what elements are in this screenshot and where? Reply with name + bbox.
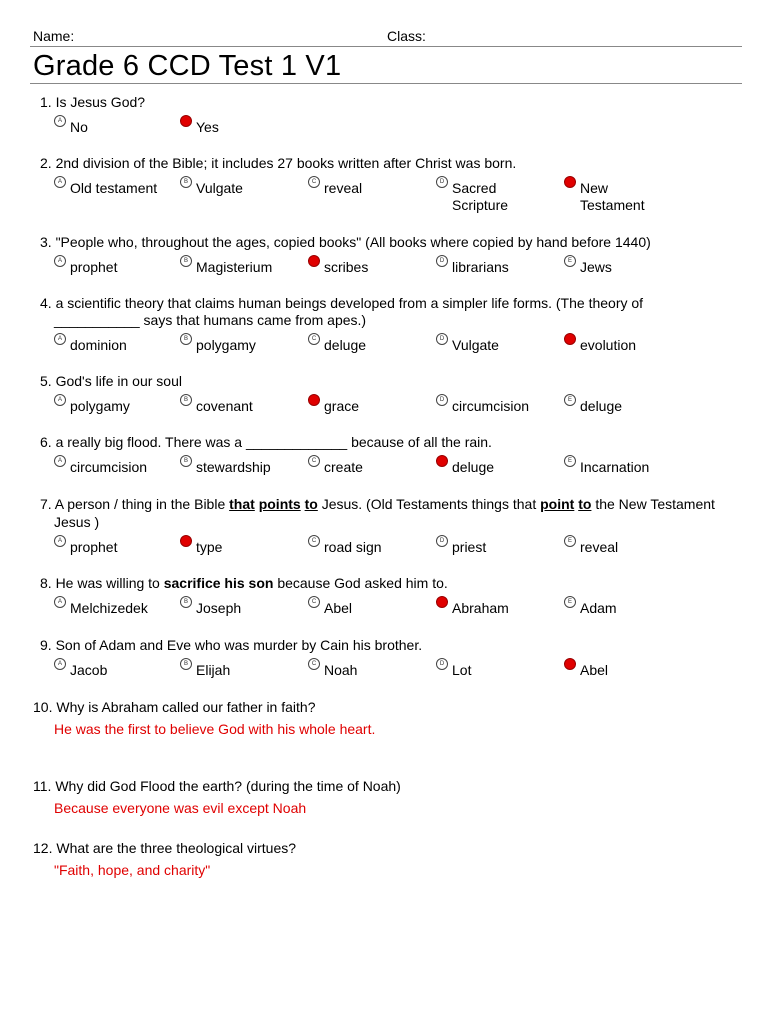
option-label: Melchizedek: [70, 600, 148, 616]
option-label: polygamy: [70, 398, 130, 414]
option-label: Sacred Scripture: [452, 180, 509, 213]
option-label: librarians: [452, 259, 509, 275]
option-label: Jews: [580, 259, 612, 275]
option-label: Lot: [452, 662, 472, 678]
option-label: scribes: [324, 259, 369, 275]
empty-bubble-icon[interactable]: E: [564, 596, 576, 608]
empty-bubble-icon[interactable]: C: [308, 535, 320, 547]
question-text: 9. Son of Adam and Eve who was murder by Cain his brother.: [40, 637, 423, 653]
option-label: Vulgate: [196, 180, 243, 196]
empty-bubble-icon[interactable]: B: [180, 596, 192, 608]
option-label: create: [324, 459, 363, 475]
option-label: deluge: [580, 398, 623, 414]
option-label: stewardship: [196, 459, 271, 475]
empty-bubble-icon[interactable]: D: [436, 333, 448, 345]
empty-bubble-icon[interactable]: B: [180, 176, 192, 188]
option-label: No: [70, 119, 88, 135]
option-label: circumcision: [70, 459, 148, 475]
empty-bubble-icon[interactable]: B: [180, 394, 192, 406]
option-label: New Testament: [580, 180, 645, 213]
filled-bubble-icon[interactable]: C: [308, 255, 320, 267]
page-title: Grade 6 CCD Test 1 V1: [33, 50, 342, 82]
option-label: Abel: [324, 600, 353, 616]
option-label: type: [196, 539, 223, 555]
empty-bubble-icon[interactable]: D: [436, 535, 448, 547]
question-text-continued: Jesus ): [54, 514, 100, 530]
option-label: deluge: [324, 337, 367, 353]
title-divider: [30, 83, 742, 84]
option-label: grace: [324, 398, 360, 414]
empty-bubble-icon[interactable]: B: [180, 658, 192, 670]
empty-bubble-icon[interactable]: B: [180, 455, 192, 467]
empty-bubble-icon[interactable]: E: [564, 394, 576, 406]
question-text: 4. a scientific theory that claims human beings developed from a simpler life forms. (The theory of: [40, 295, 644, 311]
question-text: 1. Is Jesus God?: [40, 94, 146, 110]
option-label: Abel: [580, 662, 609, 678]
written-answer: He was the first to believe God with his whole heart.: [54, 721, 376, 737]
filled-bubble-icon[interactable]: E: [564, 333, 576, 345]
empty-bubble-icon[interactable]: B: [180, 333, 192, 345]
option-label: priest: [452, 539, 487, 555]
option-label: Magisterium: [196, 259, 273, 275]
question-text: 6. a really big flood. There was a _____________ because of all the rain.: [40, 434, 492, 450]
option-label: Joseph: [196, 600, 242, 616]
filled-bubble-icon[interactable]: E: [564, 176, 576, 188]
option-label: Incarnation: [580, 459, 650, 475]
filled-bubble-icon[interactable]: C: [308, 394, 320, 406]
option-label: prophet: [70, 259, 118, 275]
empty-bubble-icon[interactable]: A: [54, 255, 66, 267]
option-label: Jacob: [70, 662, 108, 678]
empty-bubble-icon[interactable]: A: [54, 455, 66, 467]
question-text: 8. He was willing to sacrifice his son because God asked him to.: [40, 575, 448, 591]
empty-bubble-icon[interactable]: C: [308, 176, 320, 188]
option-label: circumcision: [452, 398, 530, 414]
option-label: dominion: [70, 337, 127, 353]
empty-bubble-icon[interactable]: D: [436, 176, 448, 188]
question-text: 5. God's life in our soul: [40, 373, 182, 389]
empty-bubble-icon[interactable]: D: [436, 394, 448, 406]
empty-bubble-icon[interactable]: A: [54, 394, 66, 406]
question-text: 10. Why is Abraham called our father in faith?: [33, 699, 316, 715]
empty-bubble-icon[interactable]: C: [308, 596, 320, 608]
filled-bubble-icon[interactable]: B: [180, 115, 192, 127]
name-field-label: Name:: [33, 28, 75, 44]
option-label: reveal: [580, 539, 619, 555]
option-label: Vulgate: [452, 337, 499, 353]
question-text-continued: ___________ says that humans came from apes.): [54, 312, 367, 328]
empty-bubble-icon[interactable]: A: [54, 176, 66, 188]
empty-bubble-icon[interactable]: A: [54, 658, 66, 670]
empty-bubble-icon[interactable]: C: [308, 658, 320, 670]
option-label: Old testament: [70, 180, 158, 196]
empty-bubble-icon[interactable]: A: [54, 333, 66, 345]
option-label: Noah: [324, 662, 358, 678]
empty-bubble-icon[interactable]: C: [308, 455, 320, 467]
empty-bubble-icon[interactable]: B: [180, 255, 192, 267]
option-label: Elijah: [196, 662, 231, 678]
option-label: road sign: [324, 539, 382, 555]
empty-bubble-icon[interactable]: A: [54, 596, 66, 608]
written-answer: "Faith, hope, and charity": [54, 862, 211, 878]
header-divider: [30, 46, 742, 47]
filled-bubble-icon[interactable]: D: [436, 455, 448, 467]
empty-bubble-icon[interactable]: E: [564, 535, 576, 547]
filled-bubble-icon[interactable]: E: [564, 658, 576, 670]
empty-bubble-icon[interactable]: E: [564, 455, 576, 467]
filled-bubble-icon[interactable]: D: [436, 596, 448, 608]
class-field-label: Class:: [387, 28, 426, 44]
option-label: evolution: [580, 337, 637, 353]
question-text: 7. A person / thing in the Bible that points to Jesus. (Old Testaments things that point to the New Testament: [40, 496, 715, 512]
option-label: prophet: [70, 539, 118, 555]
empty-bubble-icon[interactable]: D: [436, 658, 448, 670]
option-label: deluge: [452, 459, 495, 475]
question-text: 12. What are the three theological virtues?: [33, 840, 297, 856]
question-text: 11. Why did God Flood the earth? (during the time of Noah): [33, 778, 401, 794]
question-text: 2. 2nd division of the Bible; it includes 27 books written after Christ was born.: [40, 155, 517, 171]
filled-bubble-icon[interactable]: B: [180, 535, 192, 547]
empty-bubble-icon[interactable]: E: [564, 255, 576, 267]
empty-bubble-icon[interactable]: C: [308, 333, 320, 345]
option-label: Yes: [196, 119, 219, 135]
empty-bubble-icon[interactable]: D: [436, 255, 448, 267]
option-label: covenant: [196, 398, 253, 414]
written-answer: Because everyone was evil except Noah: [54, 800, 307, 816]
option-label: Abraham: [452, 600, 509, 616]
option-label: Adam: [580, 600, 617, 616]
option-label: polygamy: [196, 337, 256, 353]
empty-bubble-icon[interactable]: A: [54, 535, 66, 547]
question-text: 3. "People who, throughout the ages, copied books" (All books where copied by hand before 1440): [40, 234, 651, 250]
empty-bubble-icon[interactable]: A: [54, 115, 66, 127]
option-label: reveal: [324, 180, 363, 196]
